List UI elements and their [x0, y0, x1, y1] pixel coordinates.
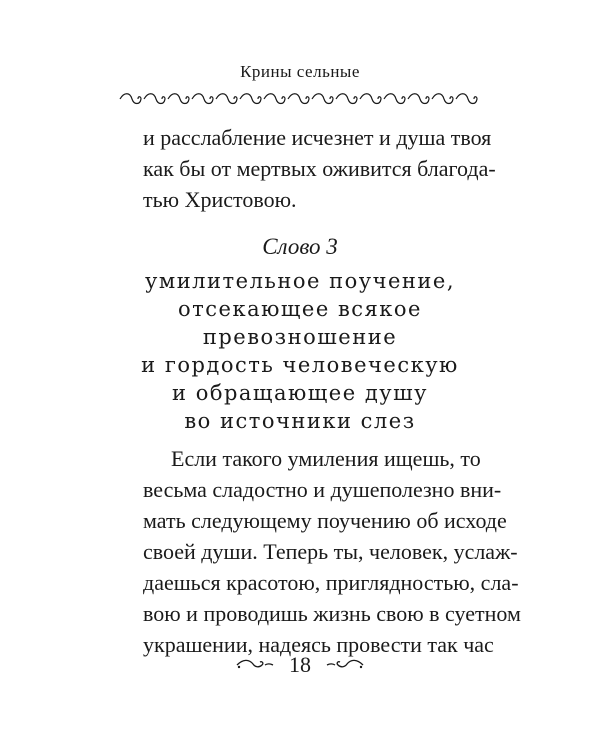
text-line: Если такого умиления ищешь, то: [171, 446, 481, 471]
ornament-scroll-segment: [192, 94, 213, 104]
page-footer: [0, 650, 600, 680]
text-line: весьма сладостно и душеполезно вни-: [143, 477, 502, 502]
ornament-divider: [117, 90, 483, 108]
page-number: 18: [289, 652, 311, 677]
ornament-scroll-segment: [408, 94, 429, 104]
ornament-scroll-segment: [240, 94, 261, 104]
text-line: тью Христовою.: [143, 187, 297, 212]
text-line: украшении, надеясь провести так час: [143, 632, 494, 657]
section-title-line: и обращающее душу: [172, 381, 428, 405]
ornament-left-icon: [235, 658, 275, 672]
ornament-scroll-segment: [288, 94, 309, 104]
ornament-scroll-segment: [120, 94, 141, 104]
section-title: [0, 267, 600, 435]
section-title-line: и гордость человеческую: [141, 353, 459, 377]
ornament-scroll-segment: [312, 94, 333, 104]
text-line: своей души. Теперь ты, человек, услаж-: [143, 539, 518, 564]
ornament-scroll-segment: [336, 94, 357, 104]
text-line: как бы от мертвых оживится благода-: [143, 156, 496, 181]
text-line: вою и проводишь жизнь свою в суетном: [143, 601, 521, 626]
ornament-scroll-segment: [264, 94, 285, 104]
ornament-scroll-segment: [168, 94, 189, 104]
ornament-right-icon: [325, 658, 365, 672]
paragraph-2: [143, 443, 521, 660]
running-head: Крины сельные: [240, 62, 360, 81]
ornament-scroll-segment: [144, 94, 165, 104]
section-title-line: отсекающее всякое: [178, 297, 422, 321]
ornament-scroll-segment: [360, 94, 381, 104]
ornament-scroll-segment: [456, 94, 477, 104]
ornament-scroll-segment: [432, 94, 453, 104]
section-title-line: во источники слез: [184, 409, 416, 433]
ornament-scroll-segment: [384, 94, 405, 104]
text-line: даешься красотою, приглядностью, сла-: [143, 570, 519, 595]
text-line: и расслабление исчезнет и душа твоя: [143, 125, 492, 150]
section-label: Слово 3: [262, 234, 338, 259]
paragraph-1: [143, 122, 496, 215]
section-title-line: превозношение: [202, 325, 398, 349]
text-line: мать следующему поучению об исходе: [143, 508, 507, 533]
section-title-line: умилительное поучение,: [145, 269, 455, 293]
ornament-scroll-segment: [216, 94, 237, 104]
